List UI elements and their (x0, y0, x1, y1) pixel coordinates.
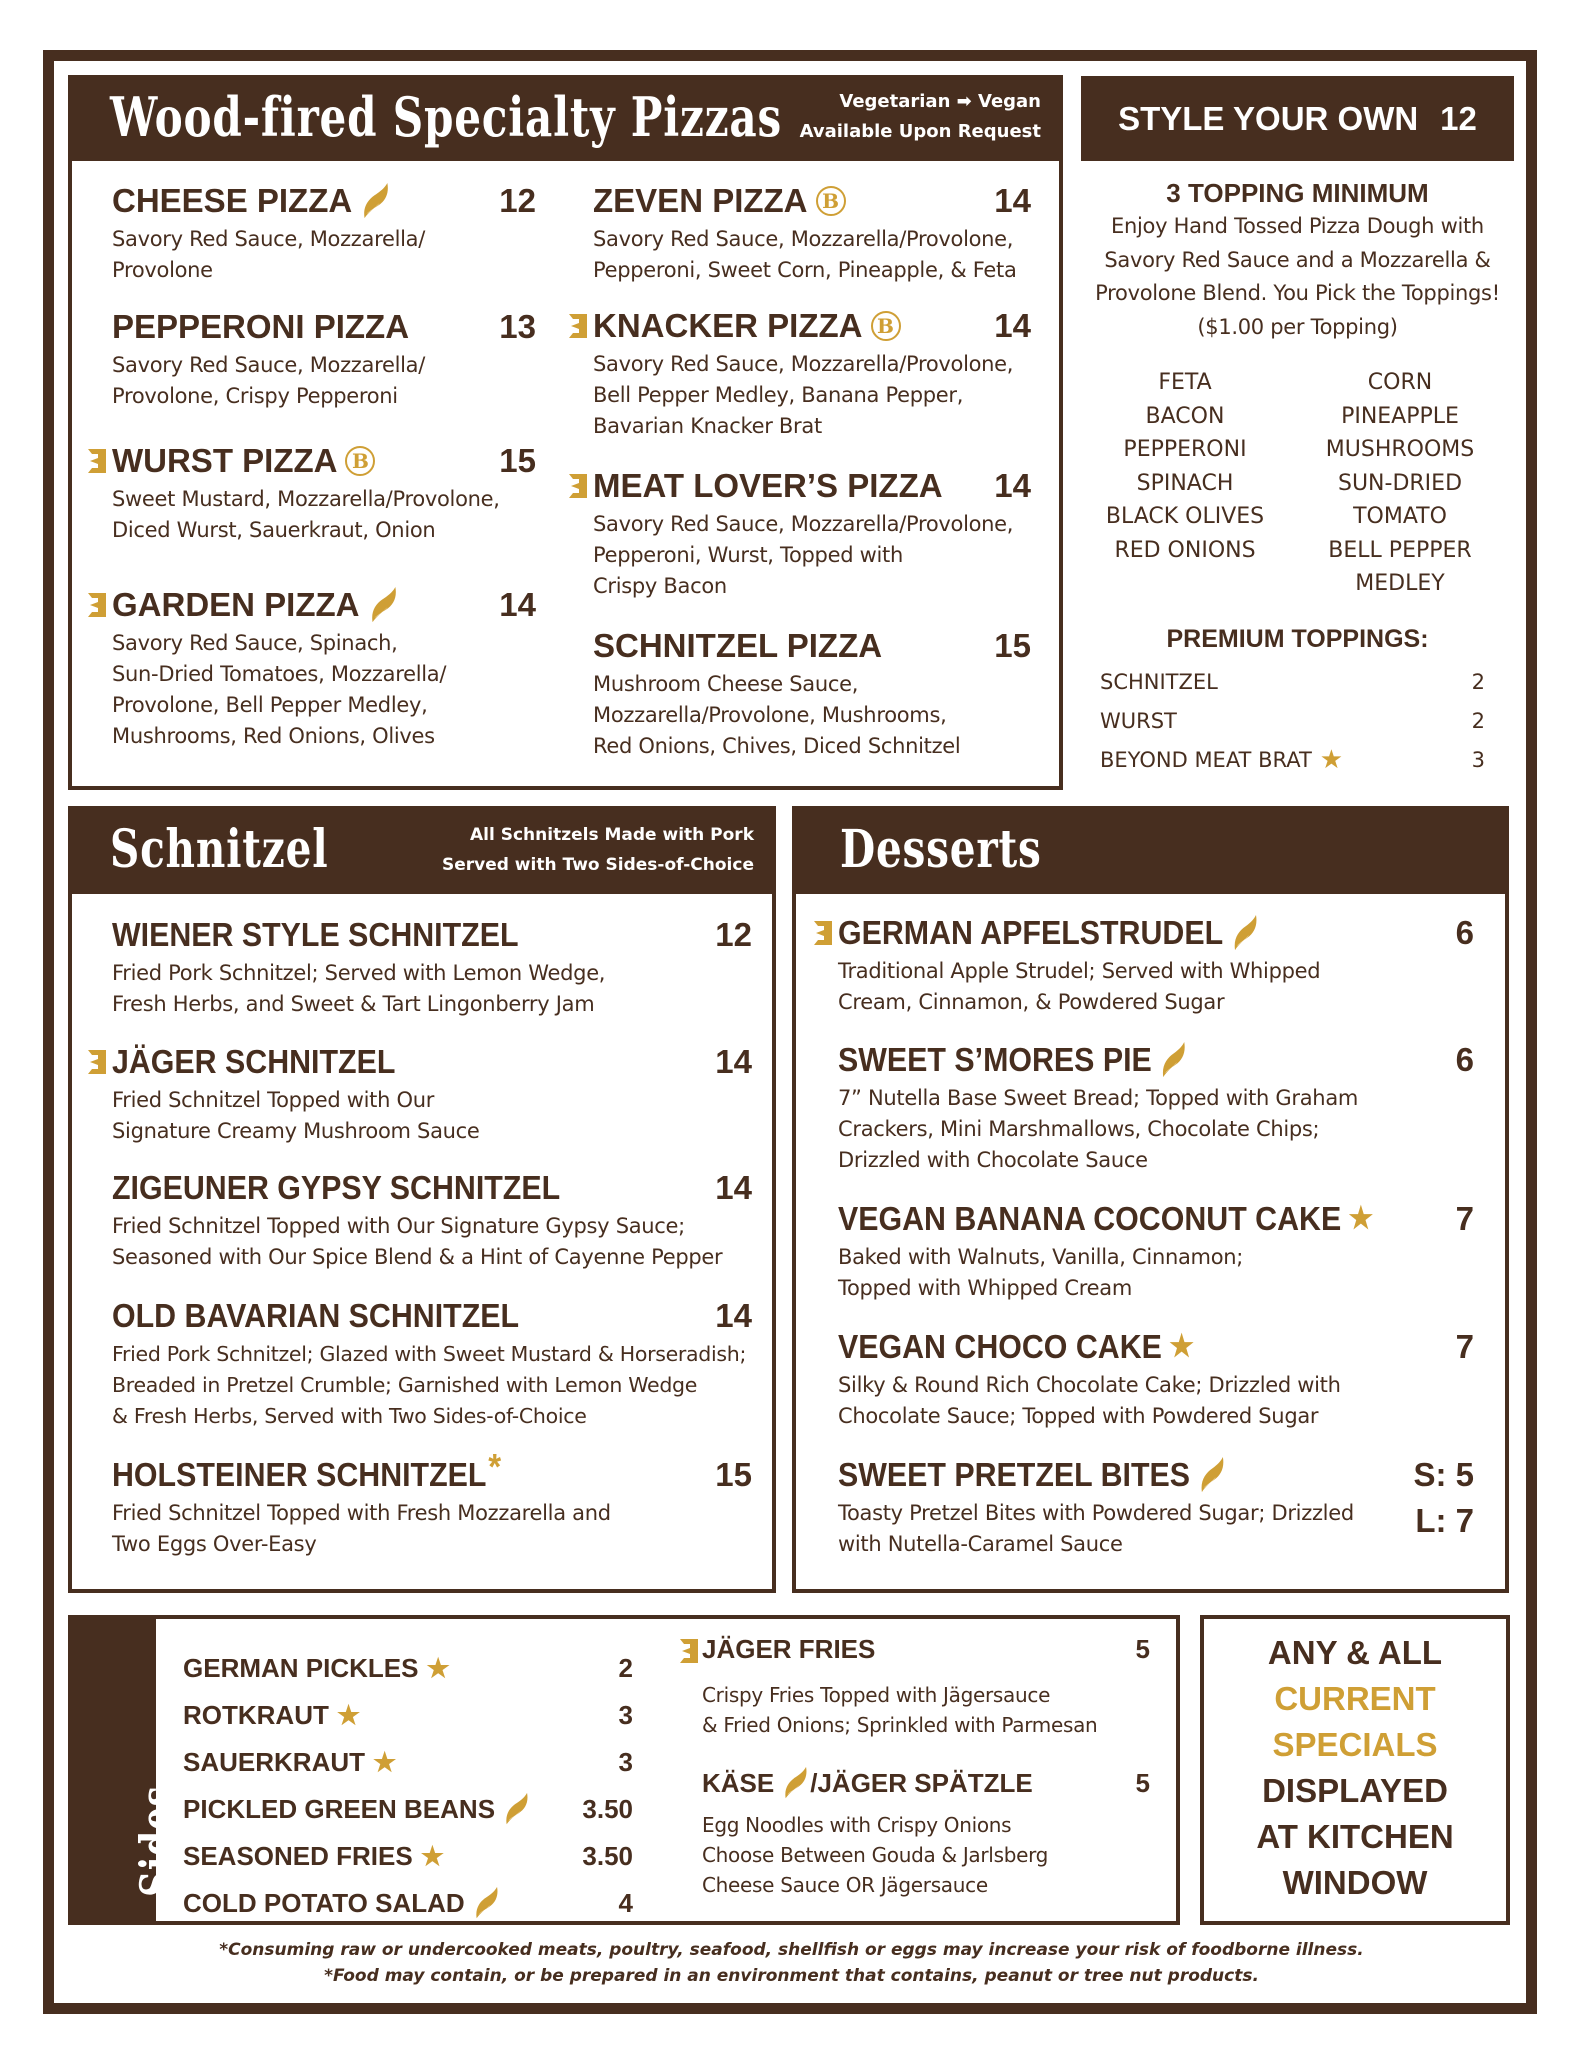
item-description: Fried Schnitzel Topped with Our Signature Creamy Mushroom Sauce (112, 1088, 480, 1143)
vegetarian-leaf-icon (368, 586, 398, 624)
vegetarian-leaf-icon (503, 1792, 529, 1826)
allergen-warning: *Food may contain, or be prepared in an environment that contains, peanut or tree nut products. (324, 1966, 1259, 1986)
vegan-star-icon: ★ (1169, 1330, 1194, 1363)
toppings-list-left: FETA BACON PEPPERONI SPINACH BLACK OLIVES RED ONIONS (1105, 370, 1265, 563)
item-description: Savory Red Sauce, Mozzarella/ Provolone (112, 227, 425, 282)
item-price-large: L: 7 (1415, 1502, 1474, 1539)
toppings-list-right: CORN PINEAPPLE MUSHROOMS SUN-DRIED TOMATO BELL PEPPER MEDLEY (1325, 370, 1475, 596)
menu-item-zeven-pizza: ZEVEN PIZZA B 14 Savory Red Sauce, Mozzarella/Provolone, Pepperoni, Sweet Corn, Pineapple, & Feta (593, 182, 1031, 286)
schnitzel-pork-note: All Schnitzels Made with Pork Served with Two Sides-of-Choice (441, 825, 754, 875)
item-description: Savory Red Sauce, Mozzarella/ Provolone, Crispy Pepperoni (112, 353, 425, 408)
crown-signature-icon (86, 448, 108, 474)
menu-item-vegan-banana-coconut-cake: VEGAN BANANA COCONUT CAKE ★ 7 Baked with Walnuts, Vanilla, Cinnamon; Topped with Whipped Cream (838, 1200, 1474, 1304)
item-description: Sweet Mustard, Mozzarella/Provolone, Diced Wurst, Sauerkraut, Onion (112, 487, 500, 542)
item-price: 12 (499, 182, 536, 219)
foodborne-illness-warning: *Consuming raw or undercooked meats, poultry, seafood, shellfish or eggs may increase your risk of foodborne illness. (219, 1940, 1364, 1960)
vegan-star-icon: ★ (420, 1841, 445, 1871)
item-price: 14 (994, 467, 1031, 504)
side-item-seasoned-fries: SEASONED FRIES ★ 3.50 (183, 1840, 633, 1871)
item-description: Fried Pork Schnitzel; Glazed with Sweet Mustard & Horseradish; Breaded in Pretzel Crumble; Garnished with Lemon Wedge & Fresh Herbs, Served with Two Sides-of-Choice (112, 1342, 747, 1428)
item-price-small: S: 5 (1413, 1456, 1474, 1493)
item-price: 7 (1455, 1200, 1474, 1237)
item-price: 14 (715, 1043, 752, 1080)
menu-item-garden-pizza: GARDEN PIZZA 14 Savory Red Sauce, Spinach, Sun-Dried Tomatoes, Mozzarella/ Provolone, Bell Pepper Medley, Mushrooms, Red Onions, Olives (112, 586, 536, 752)
crown-signature-icon (812, 920, 834, 946)
pizzas-header-bar (68, 75, 1063, 161)
crown-signature-icon (86, 592, 108, 618)
item-description: Fried Schnitzel Topped with Our Signature Gypsy Sauce; Seasoned with Our Spice Blend & a Hint of Cayenne Pepper (112, 1214, 723, 1269)
item-description: Toasty Pretzel Bites with Powdered Sugar; Drizzled with Nutella-Caramel Sauce (838, 1501, 1354, 1556)
sides-side-bar (68, 1615, 184, 1925)
style-your-own-description: 3 TOPPING MINIMUM Enjoy Hand Tossed Pizza Dough with Savory Red Sauce and a Mozzarella & Provolone Blend. You Pick the Toppings! ($1.00 per Topping) (1081, 176, 1514, 344)
premium-topping-row: WURST 2 (1100, 709, 1485, 733)
vegetarian-leaf-icon (360, 182, 390, 220)
item-description: Savory Red Sauce, Spinach, Sun-Dried Tomatoes, Mozzarella/ Provolone, Bell Pepper Medley, Mushrooms, Red Onions, Olives (112, 631, 447, 748)
menu-item-vegan-choco-cake: VEGAN CHOCO CAKE ★ 7 Silky & Round Rich Chocolate Cake; Drizzled with Chocolate Sauce; Topped with Powdered Sugar (838, 1328, 1474, 1432)
vegetarian-leaf-icon (473, 1886, 499, 1920)
side-item-jager-fries: JÄGER FRIES 5 Crispy Fries Topped with Jägersauce & Fried Onions; Sprinkled with Parmesan (702, 1630, 1150, 1740)
vegetarian-leaf-icon (1197, 1456, 1225, 1494)
item-price: 6 (1455, 914, 1474, 951)
item-price: 6 (1455, 1041, 1474, 1078)
desserts-title: Desserts (840, 819, 1042, 880)
item-price: 12 (715, 916, 752, 953)
menu-item-zigeuner-schnitzel: ZIGEUNER GYPSY SCHNITZEL 14 Fried Schnitzel Topped with Our Signature Gypsy Sauce; Seasoned with Our Spice Blend & a Hint of Cayenne Pepper (112, 1169, 752, 1273)
item-price: 14 (499, 586, 536, 623)
item-description: Fried Pork Schnitzel; Served with Lemon Wedge, Fresh Herbs, and Sweet & Tart Lingonberry Jam (112, 961, 606, 1016)
desserts-header-bar (792, 806, 1509, 894)
vegan-star-icon: ★ (373, 1747, 397, 1777)
item-description: Baked with Walnuts, Vanilla, Cinnamon; Topped with Whipped Cream (838, 1245, 1244, 1300)
item-description: Crispy Fries Topped with Jägersauce & Fried Onions; Sprinkled with Parmesan (702, 1683, 1098, 1737)
menu-item-jager-schnitzel: JÄGER SCHNITZEL 14 Fried Schnitzel Topped with Our Signature Creamy Mushroom Sauce (112, 1043, 752, 1147)
side-item-kase-jager-spatzle: KÄSE /JÄGER SPÄTZLE 5 Egg Noodles with Crispy Onions Choose Between Gouda & Jarlsberg Cheese Sauce OR Jägersauce (702, 1764, 1150, 1900)
item-price: 13 (499, 308, 536, 345)
menu-item-schnitzel-pizza: SCHNITZEL PIZZA 15 Mushroom Cheese Sauce, Mozzarella/Provolone, Mushrooms, Red Onions, Chives, Diced Schnitzel (593, 627, 1031, 762)
b-circle-badge-icon: B (345, 446, 375, 476)
schnitzel-title: Schnitzel (110, 819, 329, 880)
item-description: Traditional Apple Strudel; Served with Whipped Cream, Cinnamon, & Powdered Sugar (838, 959, 1321, 1014)
side-item-german-pickles: GERMAN PICKLES ★ 2 (183, 1652, 633, 1683)
premium-toppings-title: PREMIUM TOPPINGS: (1166, 625, 1429, 653)
menu-item-cheese-pizza: CHEESE PIZZA 12 Savory Red Sauce, Mozzarella/ Provolone (112, 182, 536, 286)
vegan-star-icon: ★ (1348, 1202, 1374, 1235)
item-description: Savory Red Sauce, Mozzarella/Provolone, Pepperoni, Wurst, Topped with Crispy Bacon (593, 512, 1014, 598)
side-item-sauerkraut: SAUERKRAUT ★ 3 (183, 1746, 633, 1777)
crown-signature-icon (86, 1049, 108, 1075)
item-price: 15 (715, 1456, 752, 1493)
pizzas-title: Wood-fired Specialty Pizzas (110, 85, 782, 149)
vegetarian-leaf-icon (782, 1766, 808, 1800)
footer-disclaimer (0, 1937, 1583, 1989)
menu-item-old-bavarian-schnitzel: OLD BAVARIAN SCHNITZEL 14 Fried Pork Schnitzel; Glazed with Sweet Mustard & Horseradish; Breaded in Pretzel Crumble; Garnished with Lemon Wedge & Fresh Herbs, Served with Two Sides-of-Choice (112, 1297, 752, 1432)
style-your-own-price: 12 (1440, 99, 1477, 137)
item-description: Savory Red Sauce, Mozzarella/Provolone, Bell Pepper Medley, Banana Pepper, Bavarian Knacker Brat (593, 352, 1014, 438)
menu-item-meat-lovers-pizza: MEAT LOVER’S PIZZA 14 Savory Red Sauce, Mozzarella/Provolone, Pepperoni, Wurst, Topped with Crispy Bacon (593, 467, 1031, 602)
schnitzel-header-bar (68, 806, 776, 894)
item-description: Savory Red Sauce, Mozzarella/Provolone, Pepperoni, Sweet Corn, Pineapple, & Feta (593, 227, 1017, 282)
vegetarian-leaf-icon (1159, 1041, 1187, 1079)
topping-minimum: 3 TOPPING MINIMUM (1166, 178, 1429, 208)
vegan-star-icon: ★ (426, 1653, 450, 1683)
menu-item-smores-pie: SWEET S’MORES PIE 6 7” Nutella Base Sweet Bread; Topped with Graham Crackers, Mini Marshmallows, Chocolate Chips; Drizzled with Chocolate Sauce (838, 1041, 1474, 1176)
crown-signature-icon (567, 473, 589, 499)
item-description: 7” Nutella Base Sweet Bread; Topped with Graham Crackers, Mini Marshmallows, Chocolate Chips; Drizzled with Chocolate Sauce (838, 1086, 1359, 1172)
menu-item-wiener-schnitzel: WIENER STYLE SCHNITZEL 12 Fried Pork Schnitzel; Served with Lemon Wedge, Fresh Herbs, and Sweet & Tart Lingonberry Jam (112, 916, 752, 1020)
item-price: 5 (1135, 1634, 1150, 1664)
side-item-rotkraut: ROTKRAUT ★ 3 (183, 1699, 633, 1730)
vegan-star-icon: ★ (1319, 745, 1344, 775)
item-price: 7 (1455, 1328, 1474, 1365)
menu-item-pepperoni-pizza: PEPPERONI PIZZA 13 Savory Red Sauce, Mozzarella/ Provolone, Crispy Pepperoni (112, 308, 536, 412)
pizzas-vegan-note: Vegetarian ➡ Vegan Available Upon Request (799, 91, 1041, 142)
b-circle-badge-icon: B (816, 186, 846, 216)
item-description: Egg Noodles with Crispy Onions Choose Between Gouda & Jarlsberg Cheese Sauce OR Jägersauce (702, 1813, 1049, 1897)
style-your-own-title: STYLE YOUR OWN (1118, 99, 1419, 137)
vegan-star-icon: ★ (336, 1700, 361, 1730)
premium-toppings-list (1100, 667, 1485, 787)
item-description: Fried Schnitzel Topped with Fresh Mozzarella and Two Eggs Over-Easy (112, 1501, 611, 1556)
premium-topping-row: SCHNITZEL 2 (1100, 670, 1485, 694)
menu-item-knacker-pizza: KNACKER PIZZA B 14 Savory Red Sauce, Mozzarella/Provolone, Bell Pepper Medley, Banana Pepper, Bavarian Knacker Brat (593, 307, 1031, 442)
b-circle-badge-icon: B (871, 311, 901, 341)
menu-item-apfelstrudel: GERMAN APFELSTRUDEL 6 Traditional Apple Strudel; Served with Whipped Cream, Cinnamon, & Powdered Sugar (838, 914, 1474, 1018)
style-your-own-header-bar (1081, 76, 1514, 161)
item-description: Mushroom Cheese Sauce, Mozzarella/Provolone, Mushrooms, Red Onions, Chives, Diced Schnitzel (593, 672, 961, 758)
item-price: 15 (994, 627, 1031, 664)
crown-signature-icon (567, 313, 589, 339)
sides-list (183, 1648, 633, 1918)
item-price: 14 (715, 1169, 752, 1206)
item-price: 5 (1135, 1768, 1150, 1798)
sides-title: Sides (130, 1785, 184, 1897)
asterisk-icon: * (488, 1446, 502, 1487)
menu-item-sweet-pretzel-bites: SWEET PRETZEL BITES S: 5 L: 7 Toasty Pretzel Bites with Powdered Sugar; Drizzled with Nutella-Caramel Sauce (838, 1456, 1474, 1560)
side-item-pickled-green-beans: PICKLED GREEN BEANS 3.50 (183, 1789, 633, 1829)
premium-topping-row: BEYOND MEAT BRAT ★ 3 (1100, 745, 1485, 775)
side-item-cold-potato-salad: COLD POTATO SALAD 4 (183, 1883, 633, 1923)
crown-signature-icon (678, 1638, 700, 1664)
vegetarian-leaf-icon (1230, 914, 1258, 952)
item-price: 15 (499, 442, 536, 479)
specials-message: ANY & ALL CURRENT SPECIALS DISPLAYED AT KITCHEN WINDOW (1256, 1634, 1454, 1901)
menu-item-wurst-pizza: WURST PIZZA B 15 Sweet Mustard, Mozzarella/Provolone, Diced Wurst, Sauerkraut, Onion (112, 442, 536, 546)
item-price: 14 (994, 182, 1031, 219)
menu-item-holsteiner-schnitzel: HOLSTEINER SCHNITZEL * 15 Fried Schnitzel Topped with Fresh Mozzarella and Two Eggs Over-Easy (112, 1456, 752, 1560)
item-description: Silky & Round Rich Chocolate Cake; Drizzled with Chocolate Sauce; Topped with Powdered Sugar (838, 1373, 1341, 1428)
item-price: 14 (994, 307, 1031, 344)
item-price: 14 (715, 1297, 752, 1334)
